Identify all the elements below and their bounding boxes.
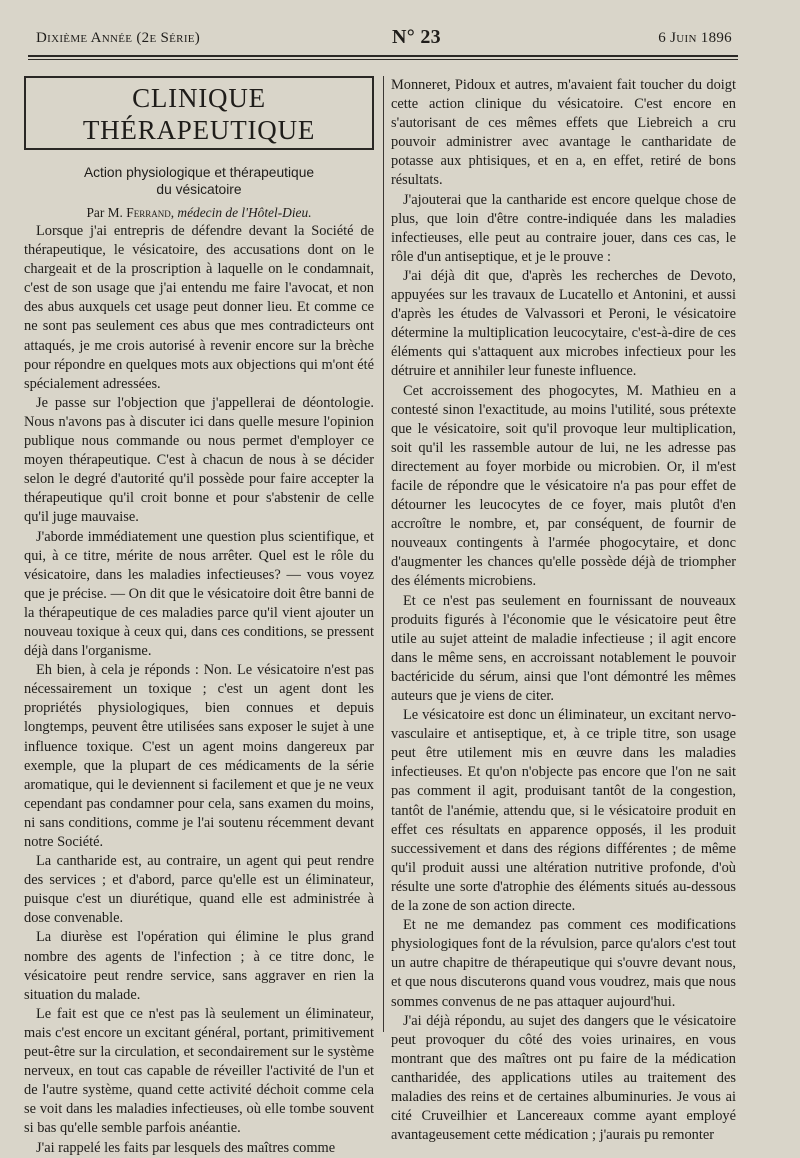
left-paragraph: Lorsque j'ai entrepris de défendre devant la Société de thérapeutique, le vésicatoire, des accusations dont on le chargeait et de la proscription à laquelle on le condamnait, c'est de son usage que j'ai entendu me faire l'avocat, et non des abus auxquels cet usage peut donner lieu. Et comme ce ne sont pas seulement ces abus que mes contradicteurs ont attaqués, je me crois autorisé à revenir encore sur la brèche pour répondre en quelques mots aux objections qui m'ont été spécialement adressées. bbox=[24, 223, 374, 392]
column-divider bbox=[383, 76, 384, 1032]
left-paragraph: J'ai rappelé les faits par lesquels des maîtres comme bbox=[36, 1139, 336, 1156]
header-issue-number: N° 23 bbox=[392, 26, 441, 48]
section-title: CLINIQUE THÉRAPEUTIQUE bbox=[82, 83, 316, 145]
article-title bbox=[24, 164, 374, 198]
byline bbox=[24, 204, 374, 222]
left-paragraph: Je passe sur l'objection que j'appellerai de déontologie. Nous n'avons pas à discuter ici dans quelle mesure l'opinion publique nous commande ou nous permet d'employer ce moyen thérapeutique. C'est à chacun de nous à se décider selon le degré d'autorité qu'il possède pour faire accepter la thérapeutique qu'il croit bonne et pour s'abstenir de celle qu'il juge mauvaise. bbox=[24, 394, 374, 526]
right-paragraph: Cet accroissement des phogocytes, M. Mathieu en a contesté sinon l'exactitude, au moins l'utilité, sous prétexte que le vésicatoire, soit qu'il provoque leur multiplication, soit qu'il les rassemble autour de lui, ne les adresse pas directement au foyer morbide ou microbien. Or, il m'est facile de répondre que le vésicatoire n'a pas pour effet de détourner les leucocytes de ce foyer, mais plutôt d'en accroître le nombre, et, par conséquent, de fournir de nouveaux contingents à l'armée phogocytaire, et donc d'augmenter les chances qu'elle possède déjà de triompher des éléments microbiens. bbox=[391, 382, 736, 590]
right-paragraph: Et ne me demandez pas comment ces modifications physiologiques font de la révulsion, parce qu'alors c'est tout un autre chapitre de thérapeutique qui s'ouvre devant nous, et que nous discuterons quand vous voudrez, mais que nous sommes convenus de ne pas attaquer aujourd'hui. bbox=[391, 917, 736, 1010]
byline-author-name: Ferrand, bbox=[126, 205, 175, 220]
header-rule-thin bbox=[28, 59, 738, 60]
running-header bbox=[36, 26, 732, 50]
byline-author-role: médecin de l'Hôtel-Dieu. bbox=[177, 205, 312, 220]
right-paragraph: J'ai déjà répondu, au sujet des dangers que le vésicatoire peut provoquer du côté des voies urinaires, en vous montrant que des maîtres ont pu faire de la médication cantharidée, des applications utiles au traitement des maladies des reins et de certaines albuminuries. Je vous ai cité Cruveilhier et Lancereaux comme ayant employé avantageusement cette médication ; j'aurais pu remonter bbox=[391, 1012, 736, 1144]
left-column bbox=[24, 76, 374, 1158]
header-year-series: Dixième Année (2e Série) bbox=[36, 30, 201, 46]
right-paragraph: Et ce n'est pas seulement en fournissant de nouveaux produits figurés à l'économie que le vésicatoire peut être utile au sujet atteint de maladie infectieuse ; il agit encore dans le même sens, en accroissant notablement le pouvoir bactéricide du sérum, ainsi que l'ont démontré les mêmes auteurs que je viens de citer. bbox=[391, 592, 736, 704]
right-continued-paragraph: Monneret, Pidoux et autres, m'avaient fait toucher du doigt cette action clinique du vésicatoire. C'est encore en s'autorisant de ces mêmes effets que Liebreich a cru pouvoir administrer avec avantage le cantharidate de potasse aux phtisiques, et en a, en effet, retiré de bons résultats. bbox=[391, 77, 736, 189]
article-title-line-1: Action physiologique et thérapeutique bbox=[83, 165, 315, 180]
left-paragraph: J'aborde immédiatement une question plus scientifique, et qui, à ce titre, mérite de nous arrêter. Quel est le rôle du vésicatoire, dans les maladies infectieuses? — vous voyez que je précise. — On dit que le vésicatoire doit être banni de la thérapeutique de ces maladies parce qu'il vient ajouter un nouveau toxique à ceux qui, dans ces conditions, se pressent déjà dans l'organisme. bbox=[24, 528, 374, 660]
header-rule-thick bbox=[28, 55, 738, 57]
right-paragraph: J'ajouterai que la cantharide est encore quelque chose de plus, que loin d'être contre-indiquée dans les maladies infectieuses, elle peut au contraire jouer, dans ces cas, le rôle d'un antiseptique, et je le prouve : bbox=[391, 191, 736, 265]
right-column bbox=[391, 76, 736, 1145]
right-paragraph: Le vésicatoire est donc un éliminateur, un excitant nervo-vasculaire et antiseptique, et, à ce triple titre, son usage peut être utilement mis en œuvre dans les maladies infectieuses. Et qu'on n'objecte pas encore que l'on ne sait pas comment il agit, produisant tantôt de la congestion, tantôt de l'anémie, attendu que, si le vésicatoire produit en effet ces résultats en apparence opposés, il les produit successivement et dans des régions différentes ; de même qu'il produit aussi une altération nutritive profonde, d'où résulte une sorte d'atrophie des éléments situés au-dessous de la zone de son action directe. bbox=[391, 707, 736, 915]
left-paragraph: La diurèse est l'opération qui élimine le plus grand nombre des agents de l'infection ; à ce titre donc, le vésicatoire peut rendre service, sans aggraver en rien la situation du malade. bbox=[24, 929, 374, 1003]
left-paragraph: Eh bien, à cela je réponds : Non. Le vésicatoire n'est pas nécessairement un toxique ; c'est un agent dont les propriétés physiologiques, bien connues et depuis longtemps, peuvent être utilisées sans exposer le sujet à une influence toxique. C'est un agent moins dangereux par exemple, que la plupart de ces médicaments de la série aromatique, qui le deviennent si facilement et que je ne veux cependant pas condamner pour cela, sans examen du moins, ni sans conditions, comme je l'ai soutenu récemment devant notre Société. bbox=[24, 662, 374, 850]
byline-prefix: Par M. bbox=[86, 205, 123, 220]
right-paragraph: J'ai déjà dit que, d'après les recherches de Devoto, appuyées sur les travaux de Lucatello et Antonini, et aussi d'après les études de Valvassori et Peroni, le vésicatoire détermine la multiplication leucocytaire, c'est-à-dire de ces éléments qui s'attaquent aux microbes infectieux pour les détruire et annihiler leur funeste influence. bbox=[391, 267, 736, 380]
left-paragraph: Le fait est que ce n'est pas là seulement un éliminateur, mais c'est encore un excitant général, portant, primitivement peut-être sur la circulation, et secondairement sur le système nerveux, en tout cas capable de réveiller l'activité de l'un et de l'autre système, quand cette activité déchoit comme cela se voit dans les maladies infectieuses, où elle tombe souvent si bas qu'elle semble parfois anéantie. bbox=[24, 1005, 374, 1137]
section-title-box bbox=[24, 76, 374, 150]
left-paragraph: La cantharide est, au contraire, un agent qui peut rendre des services ; et d'abord, parce qu'elle est un éliminateur, puisque c'est un diurétique, quand elle est administrée à dose convenable. bbox=[24, 853, 374, 927]
article-title-line-2: du vésicatoire bbox=[156, 182, 242, 197]
header-date: 6 Juin 1896 bbox=[658, 30, 732, 46]
